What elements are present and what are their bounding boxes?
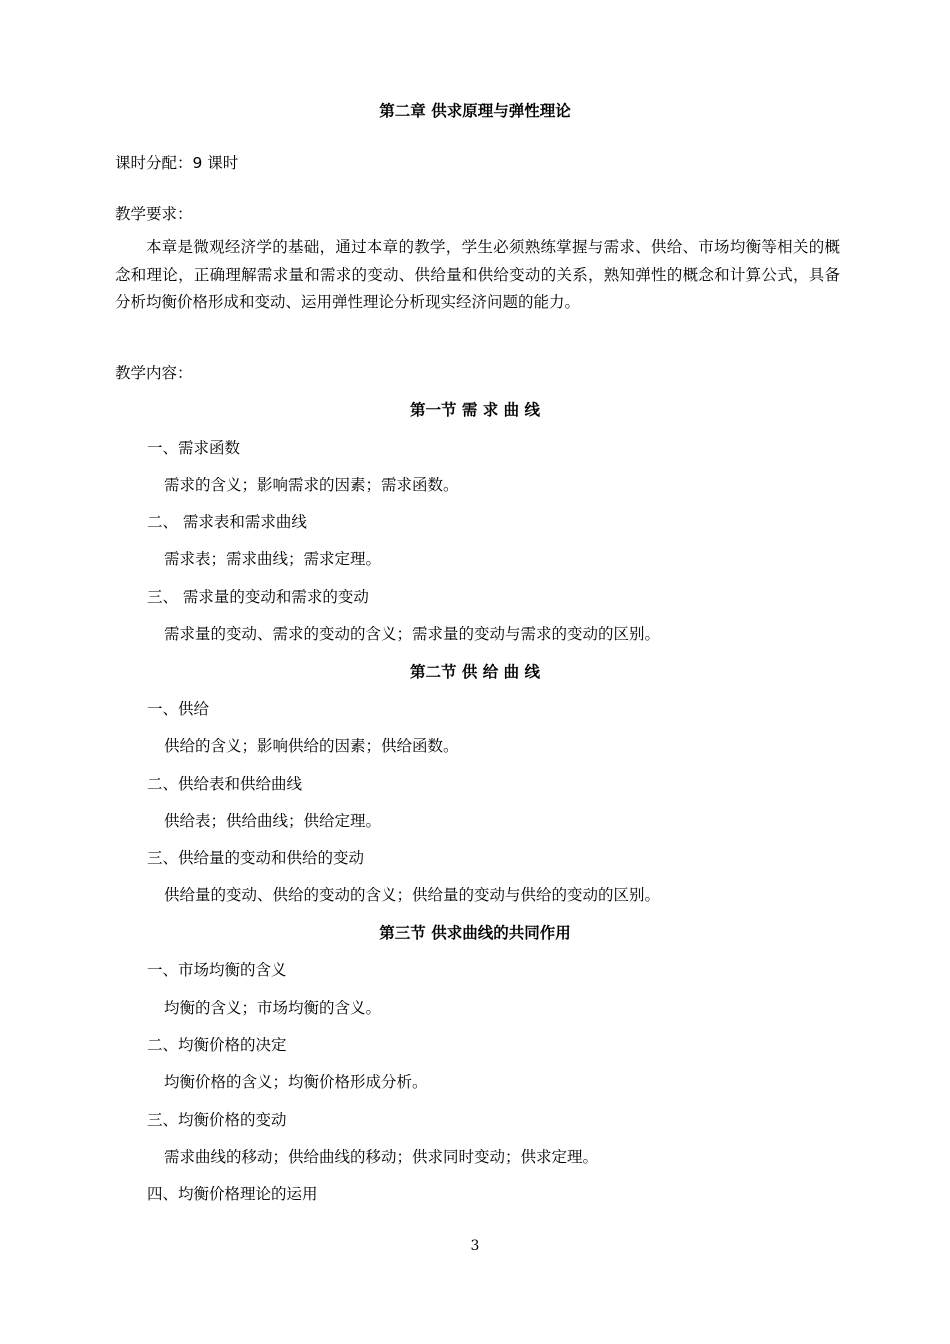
section-3-item-1-detail: 均衡的含义；市场均衡的含义。 <box>164 999 382 1017</box>
content-heading: 教学内容： <box>115 364 193 382</box>
section-2-item-1-detail: 供给的含义；影响供给的因素；供给函数。 <box>164 737 459 755</box>
section-2-title: 第二节 供 给 曲 线 <box>409 663 541 681</box>
section-1-item-2-heading: 二、 需求表和需求曲线 <box>147 513 307 531</box>
section-1-item-2-detail: 需求表；需求曲线；需求定理。 <box>164 550 382 568</box>
section-1-item-3-heading: 三、 需求量的变动和需求的变动 <box>147 588 369 606</box>
section-1-item-1-heading: 一、需求函数 <box>147 439 241 457</box>
section-3-title: 第三节 供求曲线的共同作用 <box>379 924 571 942</box>
hours-allocation: 课时分配：9 课时 <box>115 154 239 172</box>
section-3-item-3-heading: 三、均衡价格的变动 <box>147 1111 287 1129</box>
section-2-item-2-detail: 供给表；供给曲线；供给定理。 <box>164 812 382 830</box>
chapter-title: 第二章 供求原理与弹性理论 <box>379 102 571 120</box>
section-3-item-1-heading: 一、市场均衡的含义 <box>147 961 287 979</box>
section-2-item-1-heading: 一、供给 <box>147 700 210 718</box>
section-3-item-2-detail: 均衡价格的含义；均衡价格形成分析。 <box>164 1073 428 1091</box>
section-2-item-3-heading: 三、供给量的变动和供给的变动 <box>147 849 365 867</box>
section-3-item-2-heading: 二、均衡价格的决定 <box>147 1036 287 1054</box>
section-1-item-3-detail: 需求量的变动、需求的变动的含义；需求量的变动与需求的变动的区别。 <box>164 625 661 643</box>
section-3-item-3-detail: 需求曲线的移动；供给曲线的移动；供求同时变动；供求定理。 <box>164 1148 599 1166</box>
requirements-heading: 教学要求： <box>115 205 193 223</box>
section-2-item-2-heading: 二、供给表和供给曲线 <box>147 775 303 793</box>
section-1-title: 第一节 需 求 曲 线 <box>409 401 541 419</box>
section-1-item-1-detail: 需求的含义；影响需求的因素；需求函数。 <box>164 476 459 494</box>
page-number: 3 <box>470 1238 480 1254</box>
section-2-item-3-detail: 供给量的变动、供给的变动的含义；供给量的变动与供给的变动的区别。 <box>164 886 661 904</box>
requirements-paragraph: 本章是微观经济学的基础，通过本章的教学，学生必须熟练掌握与需求、供给、市场均衡等相关的概念和理论，正确理解需求量和需求的变动、供给量和供给变动的关系，熟知弹性的概念和计算公式，具备分析均衡价格形成和变动、运用弹性理论分析现实经济问题的能力。 <box>115 238 840 311</box>
section-3-item-4-heading: 四、均衡价格理论的运用 <box>147 1185 318 1203</box>
